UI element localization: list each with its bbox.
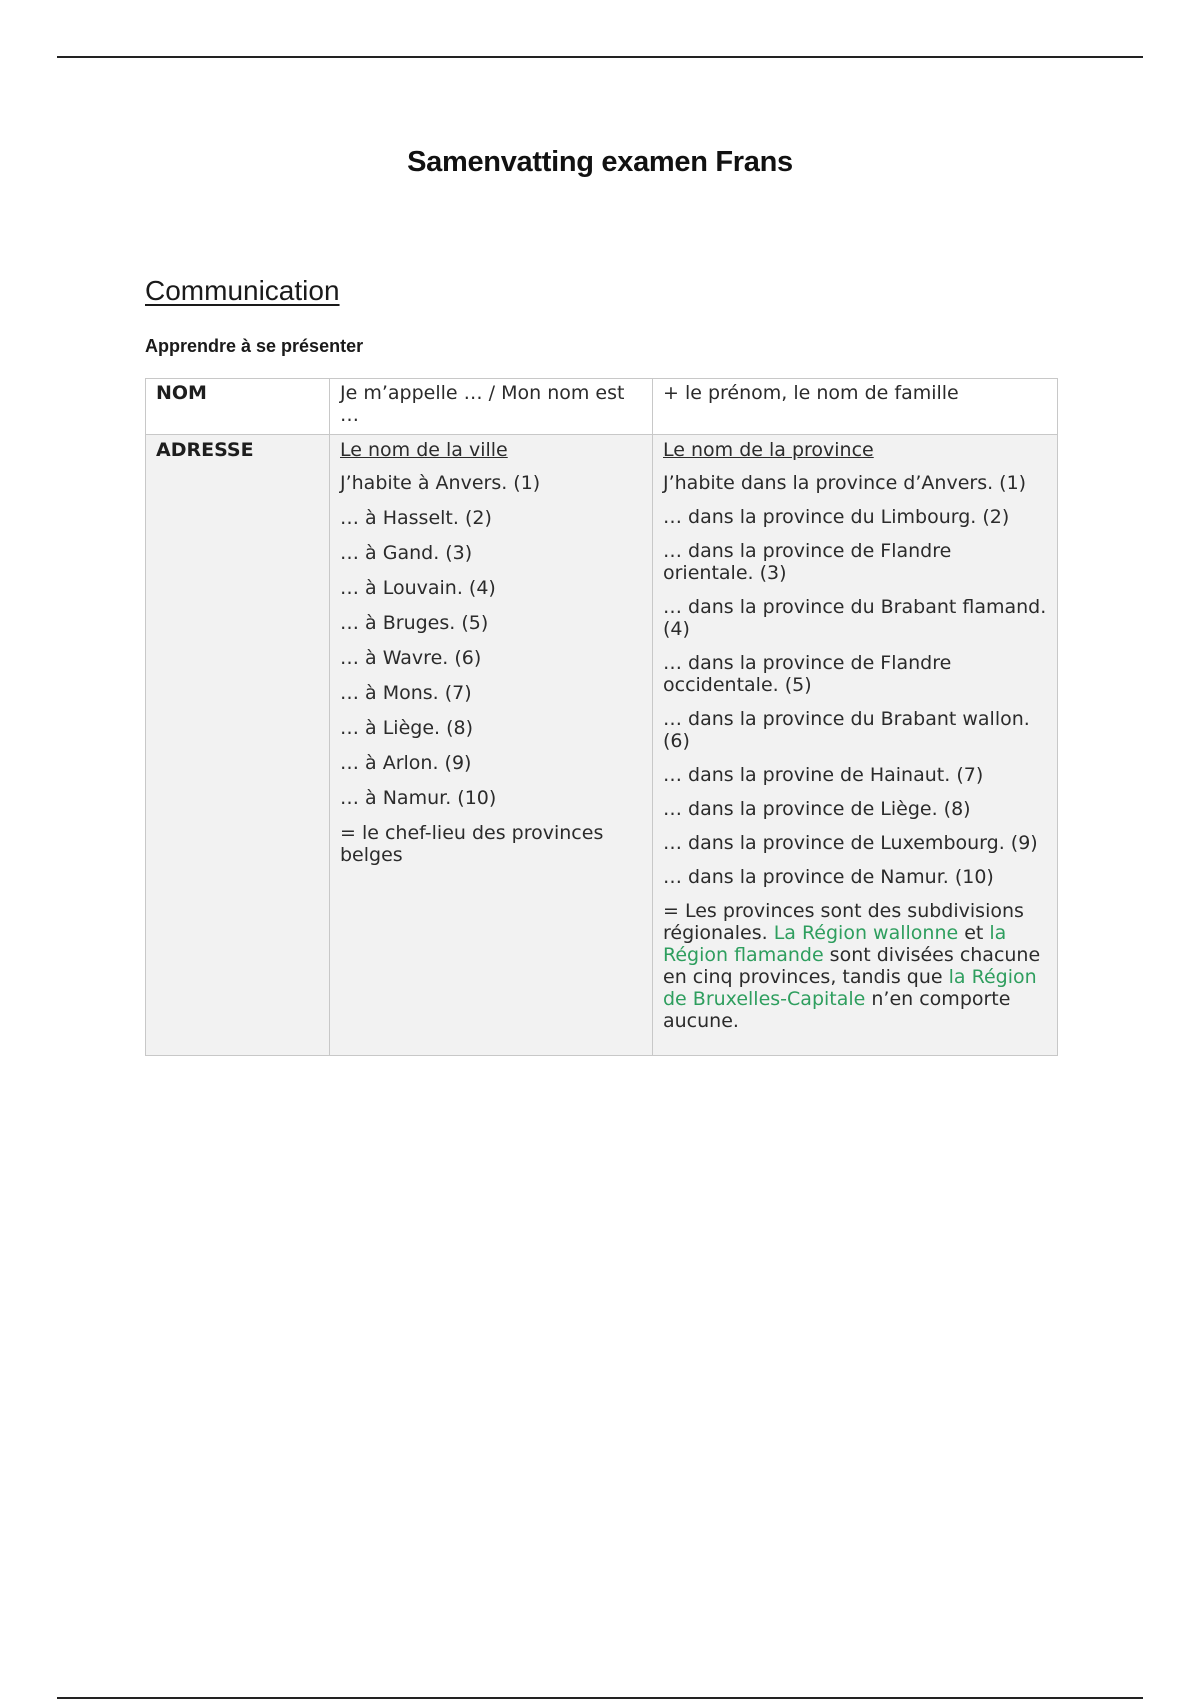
province-note: [663, 900, 1047, 1032]
city-note: = le chef-lieu des provinces belges: [340, 822, 604, 866]
province-note-text: = Les provinces sont des subdivisions régionales.: [663, 900, 1024, 944]
province-note-text: n’en comporte aucune.: [663, 988, 1011, 1032]
city-column: [330, 435, 653, 1056]
province-item: J’habite dans la province d’Anvers. (1): [663, 472, 1027, 494]
province-item: … dans la province de Namur. (10): [663, 866, 994, 888]
region-flamande-highlight: la Région flamande: [663, 922, 1007, 966]
city-item: … à Hasselt. (2): [340, 507, 492, 529]
adresse-label-cell: [146, 435, 330, 1056]
province-column-header: Le nom de la province: [663, 439, 874, 461]
province-note-text: et: [958, 922, 990, 944]
city-item: … à Louvain. (4): [340, 577, 496, 599]
province-note-text: sont divisées chacune en cinq provinces, tandis que: [663, 944, 1041, 988]
province-item: … dans la province du Brabant wallon. (6): [663, 708, 1030, 752]
city-item: J’habite à Anvers. (1): [340, 472, 541, 494]
nom-label: NOM: [156, 382, 207, 404]
nom-phrase: Je m’appelle … / Mon nom est …: [340, 382, 625, 426]
city-item: … à Liège. (8): [340, 717, 474, 739]
city-item: … à Namur. (10): [340, 787, 497, 809]
province-item: … dans la province de Liège. (8): [663, 798, 971, 820]
province-item: … dans la province de Luxembourg. (9): [663, 832, 1038, 854]
city-item: … à Bruges. (5): [340, 612, 489, 634]
region-bruxelles-highlight: la Région de Bruxelles-Capitale: [663, 966, 1037, 1010]
header-rule: [57, 56, 1143, 58]
province-item: … dans la province du Brabant flamand. (4): [663, 596, 1047, 640]
city-column-header: Le nom de la ville: [340, 439, 508, 461]
city-item: … à Gand. (3): [340, 542, 473, 564]
city-item: … à Arlon. (9): [340, 752, 472, 774]
city-item: … à Mons. (7): [340, 682, 472, 704]
document-title: Samenvatting examen Frans: [407, 146, 793, 178]
subheading: Apprendre à se présenter: [145, 336, 364, 356]
region-wallonne-highlight: La Région wallonne: [773, 922, 959, 944]
footer-rule: [57, 1697, 1143, 1699]
province-item: … dans la province de Flandre occidentale. (5): [663, 652, 952, 696]
table-row-nom: [146, 379, 1058, 435]
table-row-adresse: [146, 435, 1058, 1056]
adresse-label: ADRESSE: [156, 439, 254, 461]
city-item: … à Wavre. (6): [340, 647, 482, 669]
province-column: [653, 435, 1058, 1056]
nom-note-cell: [653, 379, 1058, 435]
nom-label-cell: [146, 379, 330, 435]
presentation-table: [145, 378, 1058, 1056]
province-item: … dans la province du Limbourg. (2): [663, 506, 1010, 528]
nom-note: + le prénom, le nom de famille: [663, 382, 959, 404]
province-item: … dans la province de Flandre orientale. (3): [663, 540, 952, 584]
nom-phrase-cell: [330, 379, 653, 435]
province-item: … dans la provine de Hainaut. (7): [663, 764, 984, 786]
section-heading: Communication: [145, 275, 340, 306]
